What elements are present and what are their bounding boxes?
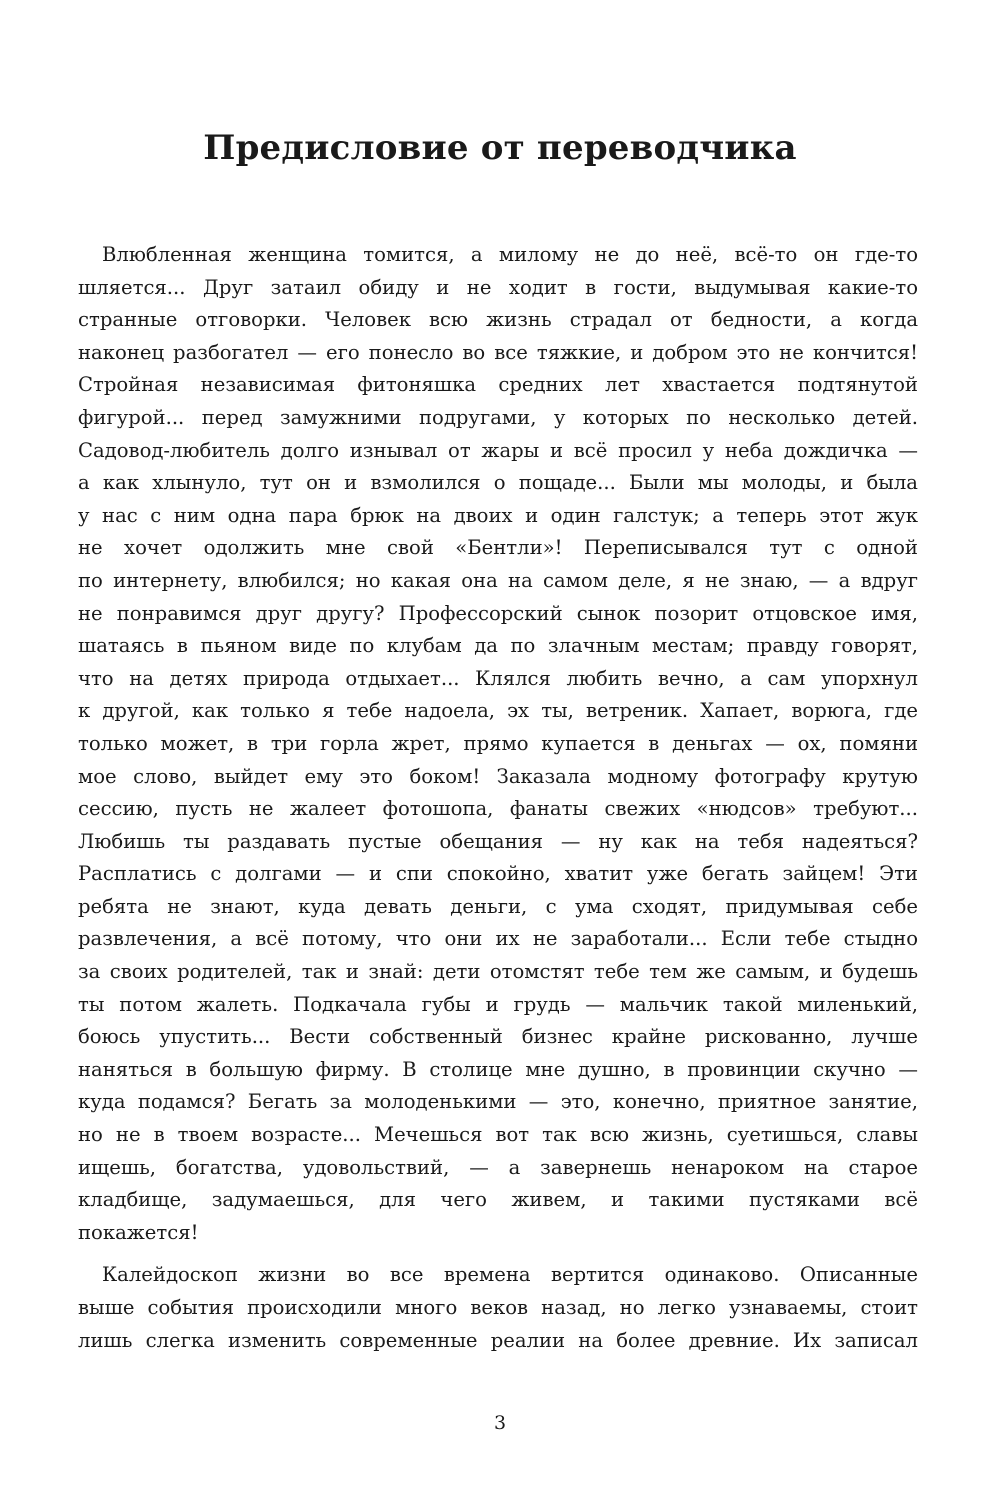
text-line: но не в твоем возрасте... Мечешься вот так всю жизнь, суетишься, славы [78,1123,918,1147]
text-line: не хочет одолжить мне свой «Бентли»! Переписывался тут с одной [78,536,918,560]
page-number: 3 [493,1412,507,1434]
text-line: ищешь, богатства, удовольствий, — а завернешь ненароком на старое [78,1155,918,1179]
text-line: ты потом жалеть. Подкачала губы и грудь — мальчик такой миленький, [78,992,918,1016]
text-line: по интернету, влюбился; но какая она на самом деле, я не знаю, — а вдруг [78,568,918,592]
text-line: куда подамся? Бегать за молоденькими — это, конечно, приятное занятие, [78,1090,918,1114]
text-line: Садовод-любитель долго изнывал от жары и всё просил у неба дождичка — [78,438,918,462]
chapter-title: Предисловие от переводчика [203,128,797,168]
text-line: а как хлынуло, тут он и взмолился о пощаде... Были мы молоды, и была [78,471,918,495]
text-line: Расплатись с долгами — и спи спокойно, хватит уже бегать зайцем! Эти [78,862,918,886]
text-line: выше события происходили много веков назад, но легко узнаваемы, стоит [78,1296,918,1319]
text-line: странные отговорки. Человек всю жизнь страдал от бедности, а когда [78,308,918,332]
text-line: Стройная независимая фитоняшка средних лет хвастается подтянутой [78,373,918,397]
body-text [78,239,918,1357]
paragraph-1 [78,239,918,1249]
text-line: Калейдоскоп жизни во все времена вертится одинаково. Описанные [102,1263,918,1287]
text-line: Любишь ты раздавать пустые обещания — ну как на тебя надеяться? [78,829,918,853]
text-line: только может, в три горла жрет, прямо купается в деньгах — ох, помяни [78,731,918,755]
text-line: шляется... Друг затаил обиду и не ходит в гости, выдумывая какие-то [78,275,918,299]
paragraph-gap [78,1249,918,1259]
text-line: у нас с ним одна пара брюк на двоих и один галстук; а теперь этот жук [78,503,918,527]
text-line: не понравимся друг другу? Профессорский сынок позорит отцовское имя, [78,601,918,625]
text-line: сессию, пусть не жалеет фотошопа, фанаты свежих «нюдсов» требуют... [78,797,918,821]
text-line: Влюбленная женщина томится, а милому не до неё, всё-то он где-то [102,243,918,266]
text-line: за своих родителей, так и знай: дети отомстят тебе тем же самым, и будешь [78,960,918,984]
paragraph-2 [78,1259,918,1357]
text-line: что на детях природа отдыхает... Клялся любить вечно, а сам упорхнул [78,666,918,690]
text-line: фигурой... перед замужними подругами, у которых по несколько детей. [78,405,918,429]
text-line: к другой, как только я тебе надоела, эх ты, ветреник. Хапает, ворюга, где [78,699,918,723]
text-line: мое слово, выйдет ему это боком! Заказала модному фотографу крутую [78,764,918,788]
text-line: наняться в большую фирму. В столице мне душно, в провинции скучно — [78,1057,918,1081]
text-line: лишь слегка изменить современные реалии на более древние. Их записал [78,1328,918,1352]
text-line: наконец разбогател — его понесло во все тяжкие, и добром это не кончится! [78,340,918,364]
text-line: покажется! [78,1220,199,1244]
text-line: боюсь упустить... Вести собственный бизнес крайне рискованно, лучше [78,1025,918,1049]
text-line: ребята не знают, куда девать деньги, с ума сходят, придумывая себе [78,894,918,918]
text-line: развлечения, а всё потому, что они их не заработали... Если тебе стыдно [78,927,918,951]
text-line: шатаясь в пьяном виде по клубам да по злачным местам; правду говорят, [78,634,918,658]
text-line: кладбище, задумаешься, для чего живем, и такими пустяками всё [78,1188,918,1212]
